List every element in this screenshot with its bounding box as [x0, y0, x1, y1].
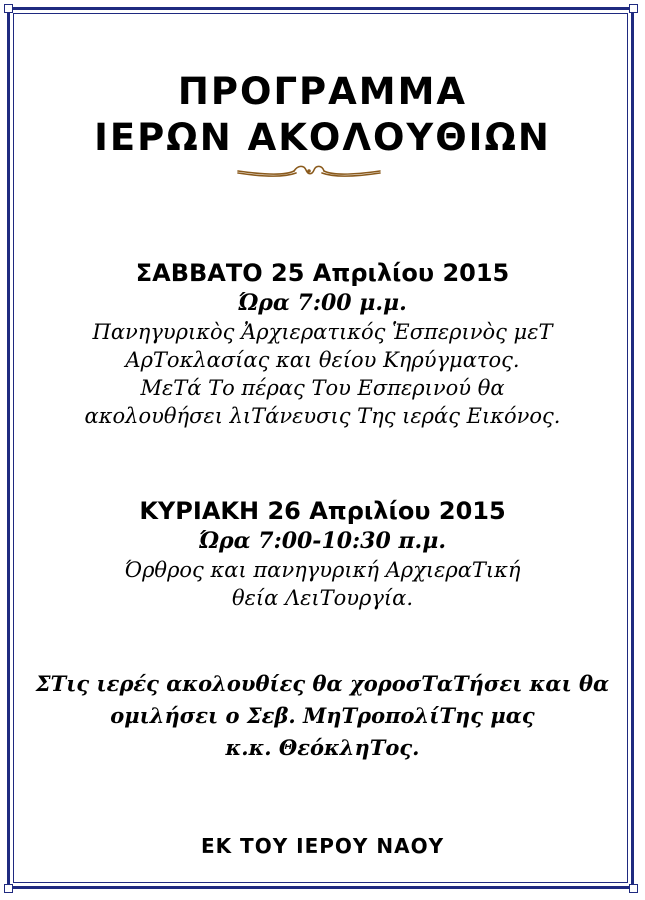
saturday-heading: ΣΑΒΒΑΤΟ 25 Απριλίου 2015: [135, 259, 510, 287]
footer-signature: ΕΚ ΤΟΥ ΙΕΡΟΥ ΝΑΟΥ: [200, 834, 445, 858]
border-corner-ornament: [4, 4, 13, 13]
border-corner-ornament: [629, 4, 638, 13]
note-line: κ.κ. ΘεόκληΤος.: [225, 735, 420, 760]
border-corner-ornament: [4, 884, 13, 893]
saturday-text-line: ΜεΤά Το πέρας Του Εσπερινού θα: [140, 376, 505, 400]
page-title-line2: ΙΕΡΩΝ ΑΚΟΛΟΥΘΙΩΝ: [94, 116, 551, 159]
flourish-divider-icon: [236, 162, 382, 180]
note-line: ομιλήσει ο Σεβ. ΜηΤροπολίΤης μας: [110, 703, 535, 728]
sunday-text-line: Όρθρος και πανηγυρική ΑρχιεραΤική: [124, 558, 521, 582]
sunday-heading: ΚΥΡΙΑΚΗ 26 Απριλίου 2015: [139, 497, 506, 525]
sunday-time: Ώρα 7:00-10:30 π.μ.: [199, 528, 446, 554]
saturday-text-line: ακολουθήσει λιΤάνευσις Της ιεράς Εικόνος.: [84, 404, 561, 428]
note-line: ΣΤις ιερές ακολουθίες θα χοροσΤαΤήσει και θα: [35, 671, 610, 696]
sunday-text-line: θεία ΛειΤουργία.: [231, 586, 414, 610]
saturday-section: [0, 258, 645, 430]
saturday-time: Ώρα 7:00 μ.μ.: [238, 290, 407, 316]
sunday-section: [0, 496, 645, 612]
saturday-text-line: ΑρΤοκλασίας και θείου Κηρύγματος.: [125, 348, 520, 372]
page-title-line1: ΠΡΟΓΡΑΜΜΑ: [177, 70, 468, 113]
metropolitan-note: [0, 668, 645, 764]
border-corner-ornament: [629, 884, 638, 893]
saturday-text-line: Πανηγυρικὸς Ἀρχιερατικός Ἑσπερινὸς μεΤ: [92, 320, 553, 344]
